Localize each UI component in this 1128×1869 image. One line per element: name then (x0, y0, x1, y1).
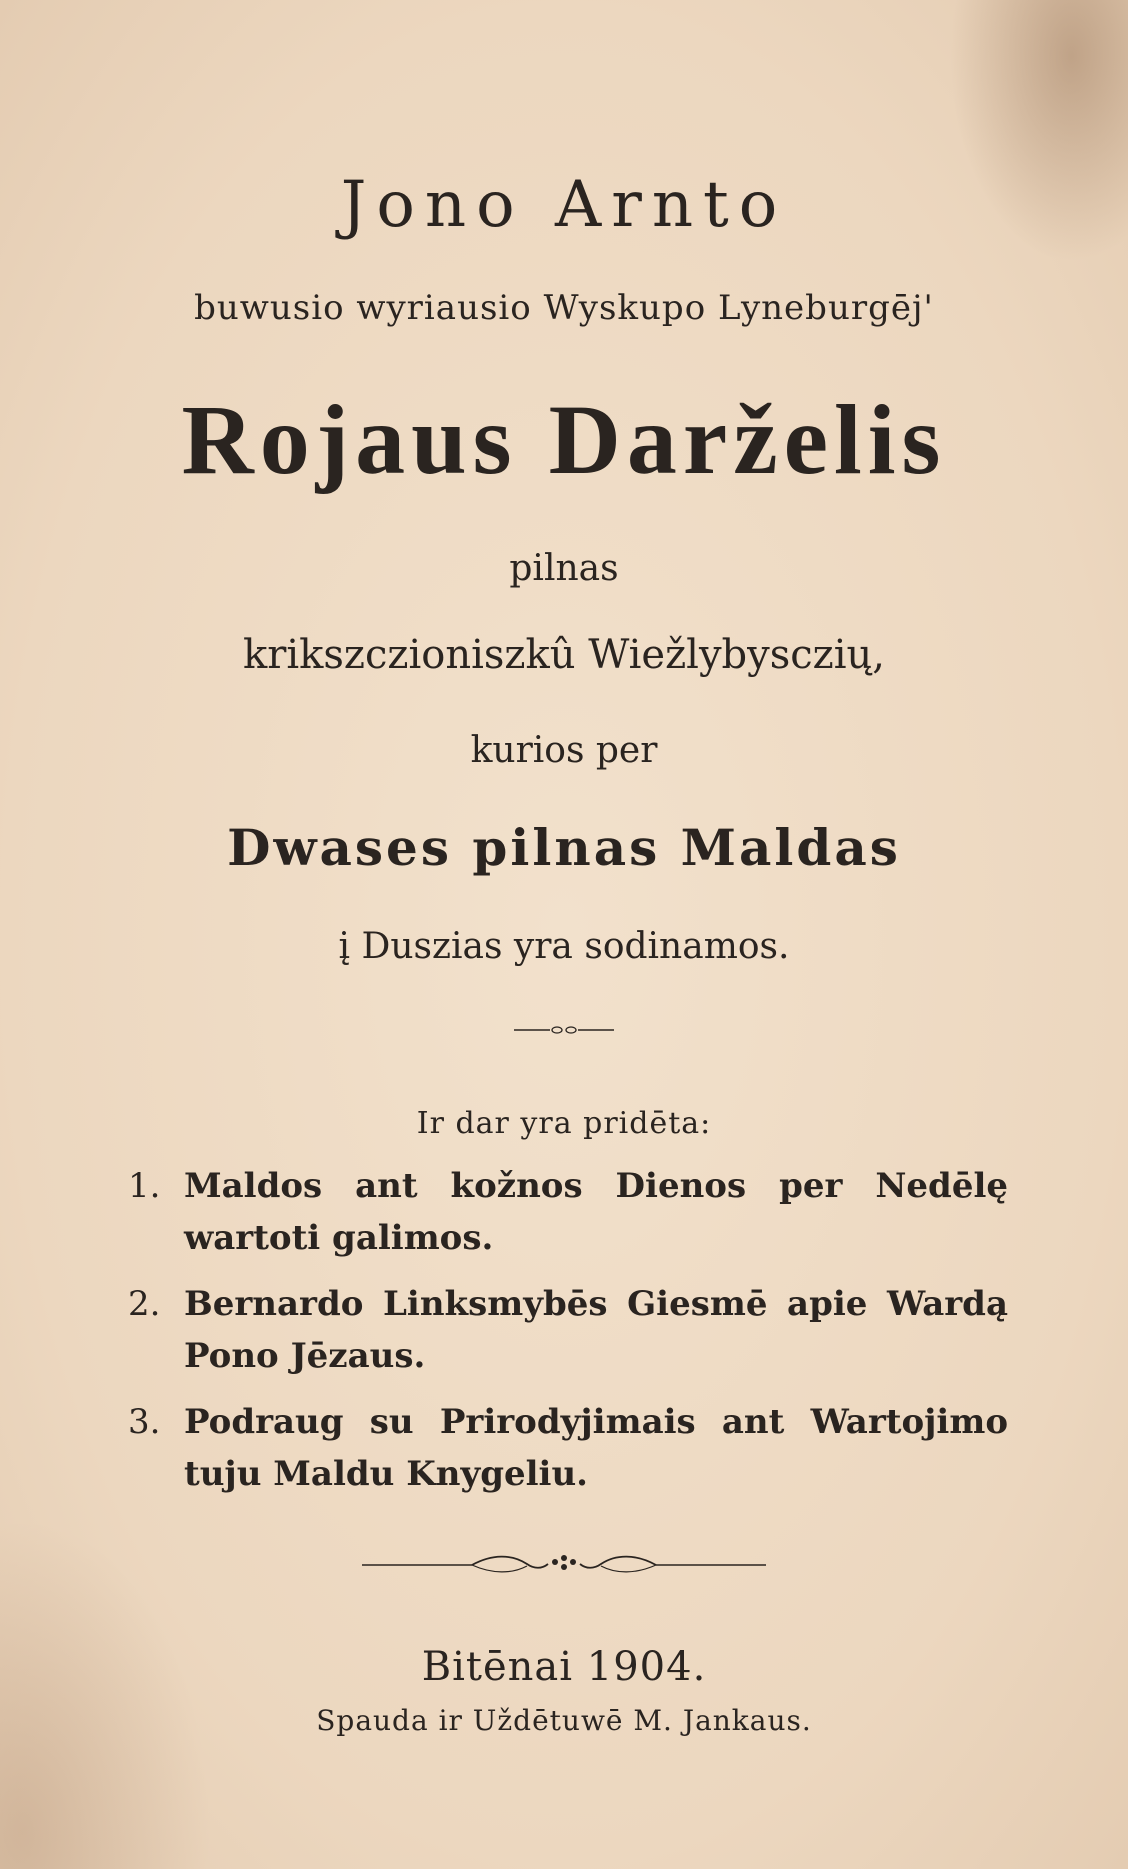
subtitle-prayers: Dwases pilnas Maldas (227, 818, 901, 877)
subtitle-kurios-per: kurios per (470, 730, 658, 771)
book-title: Rojaus Darželis (181, 384, 947, 495)
author-name: Jono Arnto (340, 168, 788, 242)
subtitle-pilnas: pilnas (509, 548, 619, 589)
author-description: buwusio wyriausio Wyskupo Lyneburgēj' (194, 288, 934, 328)
decorative-ornament (362, 1552, 766, 1578)
additions-list (128, 1160, 1008, 1514)
list-item (128, 1396, 1008, 1500)
imprint-printer: Spauda ir Uždētuwē M. Jankaus. (316, 1704, 812, 1737)
additions-heading: Ir dar yra pridēta: (416, 1106, 712, 1141)
list-item-number: 1. (128, 1166, 161, 1206)
list-item-text: Podraug su Prirodyjimais ant Wartojimo tuju Maldu Knygeliu. (184, 1402, 1008, 1494)
list-item-text: Bernardo Linksmybēs Giesmē apie Wardą Pono Jēzaus. (184, 1284, 1008, 1376)
subtitle-into-souls: į Duszias yra sodinamos. (338, 926, 790, 967)
subtitle-virtues: krikszczioniszkû Wiežlybysczių, (242, 632, 886, 678)
list-item (128, 1278, 1008, 1382)
list-item-text: Maldos ant kožnos Dienos per Nedēlę wartoti galimos. (184, 1166, 1008, 1258)
list-item-number: 2. (128, 1284, 161, 1324)
small-divider-ornament (514, 1024, 614, 1036)
list-item-number: 3. (128, 1402, 161, 1442)
imprint-place-year: Bitēnai 1904. (421, 1644, 707, 1690)
list-item (128, 1160, 1008, 1264)
